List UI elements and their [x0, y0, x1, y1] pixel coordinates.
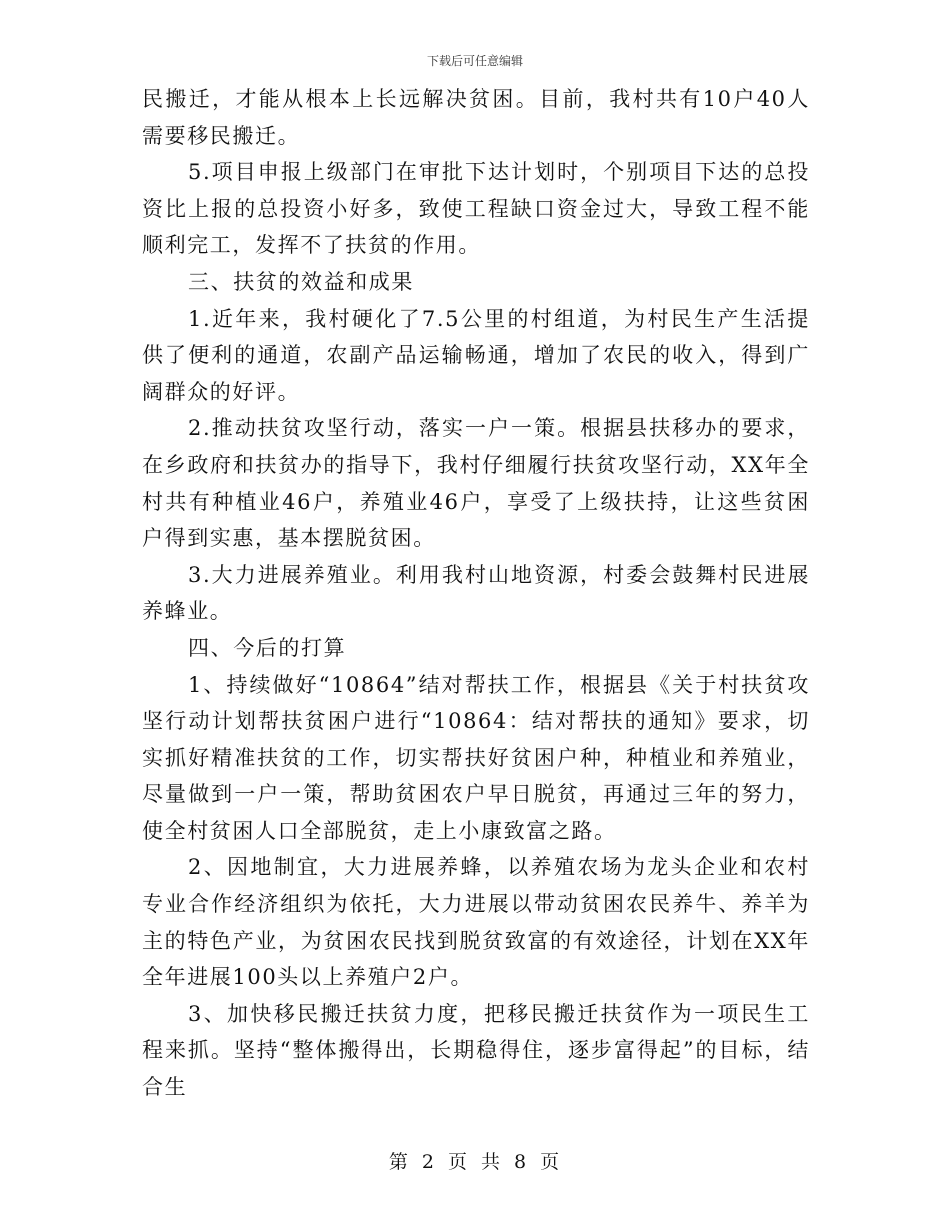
page-number-footer: 第 2 页 共 8 页 — [388, 1151, 562, 1173]
paragraph: 1、持续做好“10864”结对帮扶工作，根据县《关于村扶贫攻坚行动计划帮扶贫困户进行“10864：结对帮扶的通知》要求，切实抓好精准扶贫的工作，切实帮扶好贫困户种，种植业和养殖业，尽量做到一户一策，帮助贫困农户早日脱贫，再通过三年的努力，使全村贫困人口全部脱贫，走上小康致富之路。 — [142, 672, 810, 843]
section-heading: 四、今后的打算 — [188, 635, 347, 660]
page-header: 下载后可任意编辑 — [426, 54, 523, 68]
paragraph: 3.大力进展养殖业。利用我村山地资源，村委会鼓舞村民进展养蜂业。 — [142, 562, 810, 624]
paragraph: 5.项目申报上级部门在审批下达计划时，个别项目下达的总投资比上报的总投资小好多，致使工程缺口资金过大，导致工程不能顺利完工，发挥不了扶贫的作用。 — [142, 160, 810, 258]
paragraph: 民搬迁，才能从根本上长远解决贫困。目前，我村共有10户40人需要移民搬迁。 — [142, 87, 810, 148]
paragraph: 1.近年来，我村硬化了7.5公里的村组道，为村民生产生活提供了便利的通道，农副产品运输畅通，增加了农民的收入，得到广阔群众的好评。 — [142, 306, 810, 404]
paragraph: 2.推动扶贫攻坚行动，落实一户一策。根据县扶移办的要求，在乡政府和扶贫办的指导下，我村仔细履行扶贫攻坚行动，XX年全村共有种植业46户，养殖业46户，享受了上级扶持，让这些贫困户得到实惠，基本摆脱贫困。 — [142, 416, 810, 551]
document-body — [142, 81, 810, 1106]
paragraph: 3、加快移民搬迁扶贫力度，把移民搬迁扶贫作为一项民生工程来抓。坚持“整体搬得出，长期稳得住，逐步富得起”的目标，结合生 — [142, 1001, 810, 1100]
section-heading: 三、扶贫的效益和成果 — [188, 269, 414, 294]
paragraph: 2、因地制宜，大力进展养蜂，以养殖农场为龙头企业和农村专业合作经济组织为依托，大力进展以带动贫困农民养牛、养羊为主的特色产业，为贫困农民找到脱贫致富的有效途径，计划在XX年全年进展100头以上养殖户2户。 — [142, 855, 810, 990]
